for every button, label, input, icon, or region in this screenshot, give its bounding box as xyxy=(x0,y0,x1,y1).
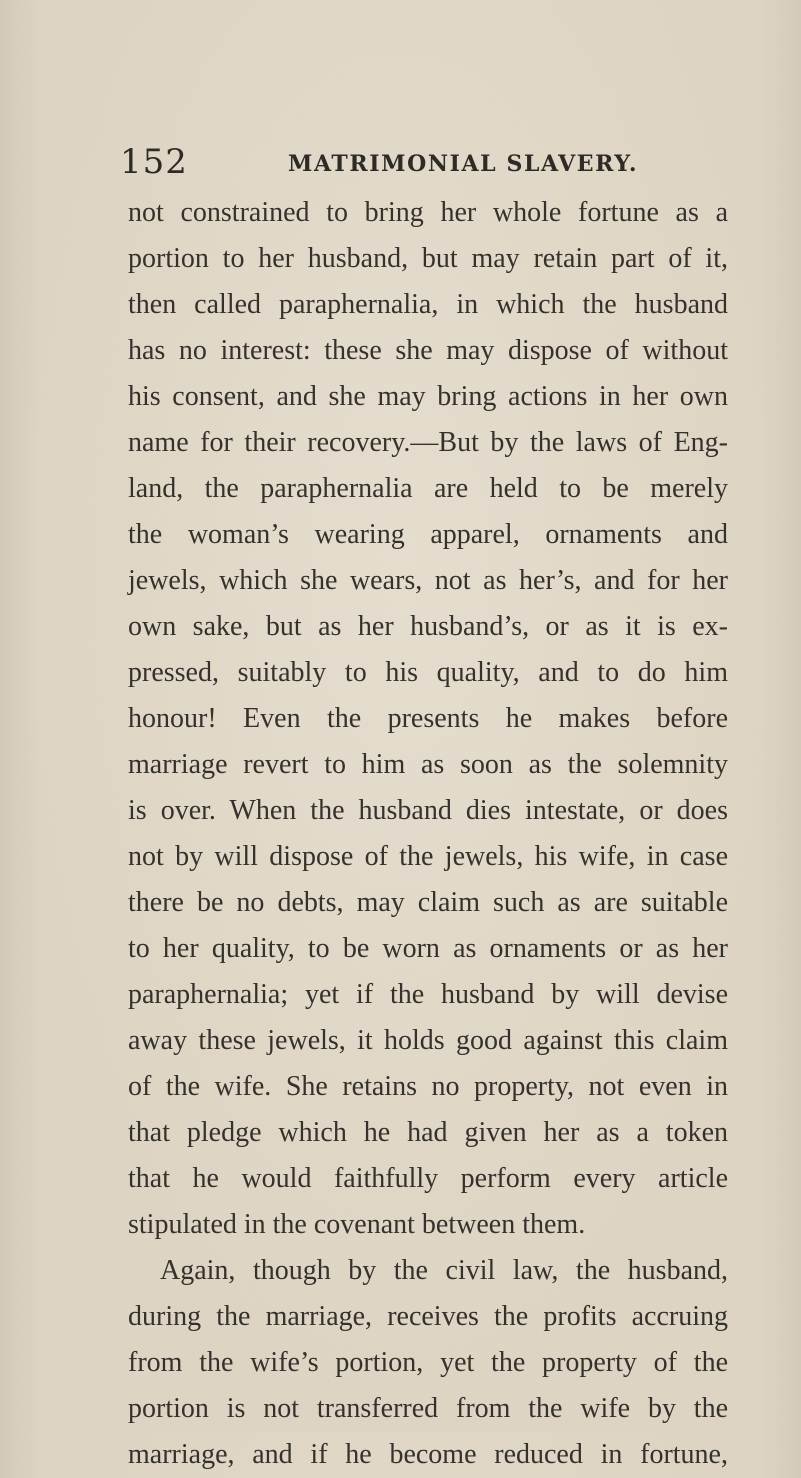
text-line: there be no debts, may claim such as are suitable xyxy=(128,887,728,918)
text-line: pressed, suitably to his quality, and to do him xyxy=(128,657,728,688)
text-line: his consent, and she may bring actions in her own xyxy=(128,381,728,412)
text-line: land, the paraphernalia are held to be merely xyxy=(128,473,728,504)
text-line: that pledge which he had given her as a token xyxy=(128,1117,728,1148)
text-line: to her quality, to be worn as ornaments or as her xyxy=(128,933,728,964)
text-line: is over. When the husband dies intestate, or does xyxy=(128,795,728,826)
text-line: the woman’s wearing apparel, ornaments and xyxy=(128,519,728,550)
paragraph-start-line: Again, though by the civil law, the husband, xyxy=(160,1255,728,1286)
text-line: during the marriage, receives the profits accruing xyxy=(128,1301,728,1332)
paragraph-end-line: stipulated in the covenant between them. xyxy=(128,1209,586,1240)
text-line: portion to her husband, but may retain part of it, xyxy=(128,243,728,274)
text-line: of the wife. She retains no property, not even in xyxy=(128,1071,728,1102)
text-line: not constrained to bring her whole fortune as a xyxy=(128,197,728,228)
text-line: away these jewels, it holds good against this claim xyxy=(128,1025,728,1056)
body-text xyxy=(128,190,728,1478)
text-line: marriage revert to him as soon as the solemnity xyxy=(128,749,728,780)
page-number: 152 xyxy=(120,142,188,182)
text-line: paraphernalia; yet if the husband by will devise xyxy=(128,979,728,1010)
text-line: not by will dispose of the jewels, his wife, in case xyxy=(128,841,728,872)
text-line: that he would faithfully perform every article xyxy=(128,1163,728,1194)
text-line: then called paraphernalia, in which the husband xyxy=(128,289,728,320)
text-line: name for their recovery.—But by the laws of Eng- xyxy=(128,427,728,458)
text-line: portion is not transferred from the wife by the xyxy=(128,1393,728,1424)
text-line: own sake, but as her husband’s, or as it is ex- xyxy=(128,611,728,642)
running-head xyxy=(120,142,740,192)
text-line: marriage, and if he become reduced in fortune, xyxy=(128,1439,728,1470)
text-line: from the wife’s portion, yet the property of the xyxy=(128,1347,728,1378)
text-line: jewels, which she wears, not as her’s, and for her xyxy=(128,565,728,596)
running-title: MATRIMONIAL SLAVERY. xyxy=(288,151,639,177)
text-line: honour! Even the presents he makes before xyxy=(128,703,728,734)
text-line: has no interest: these she may dispose of without xyxy=(128,335,728,366)
